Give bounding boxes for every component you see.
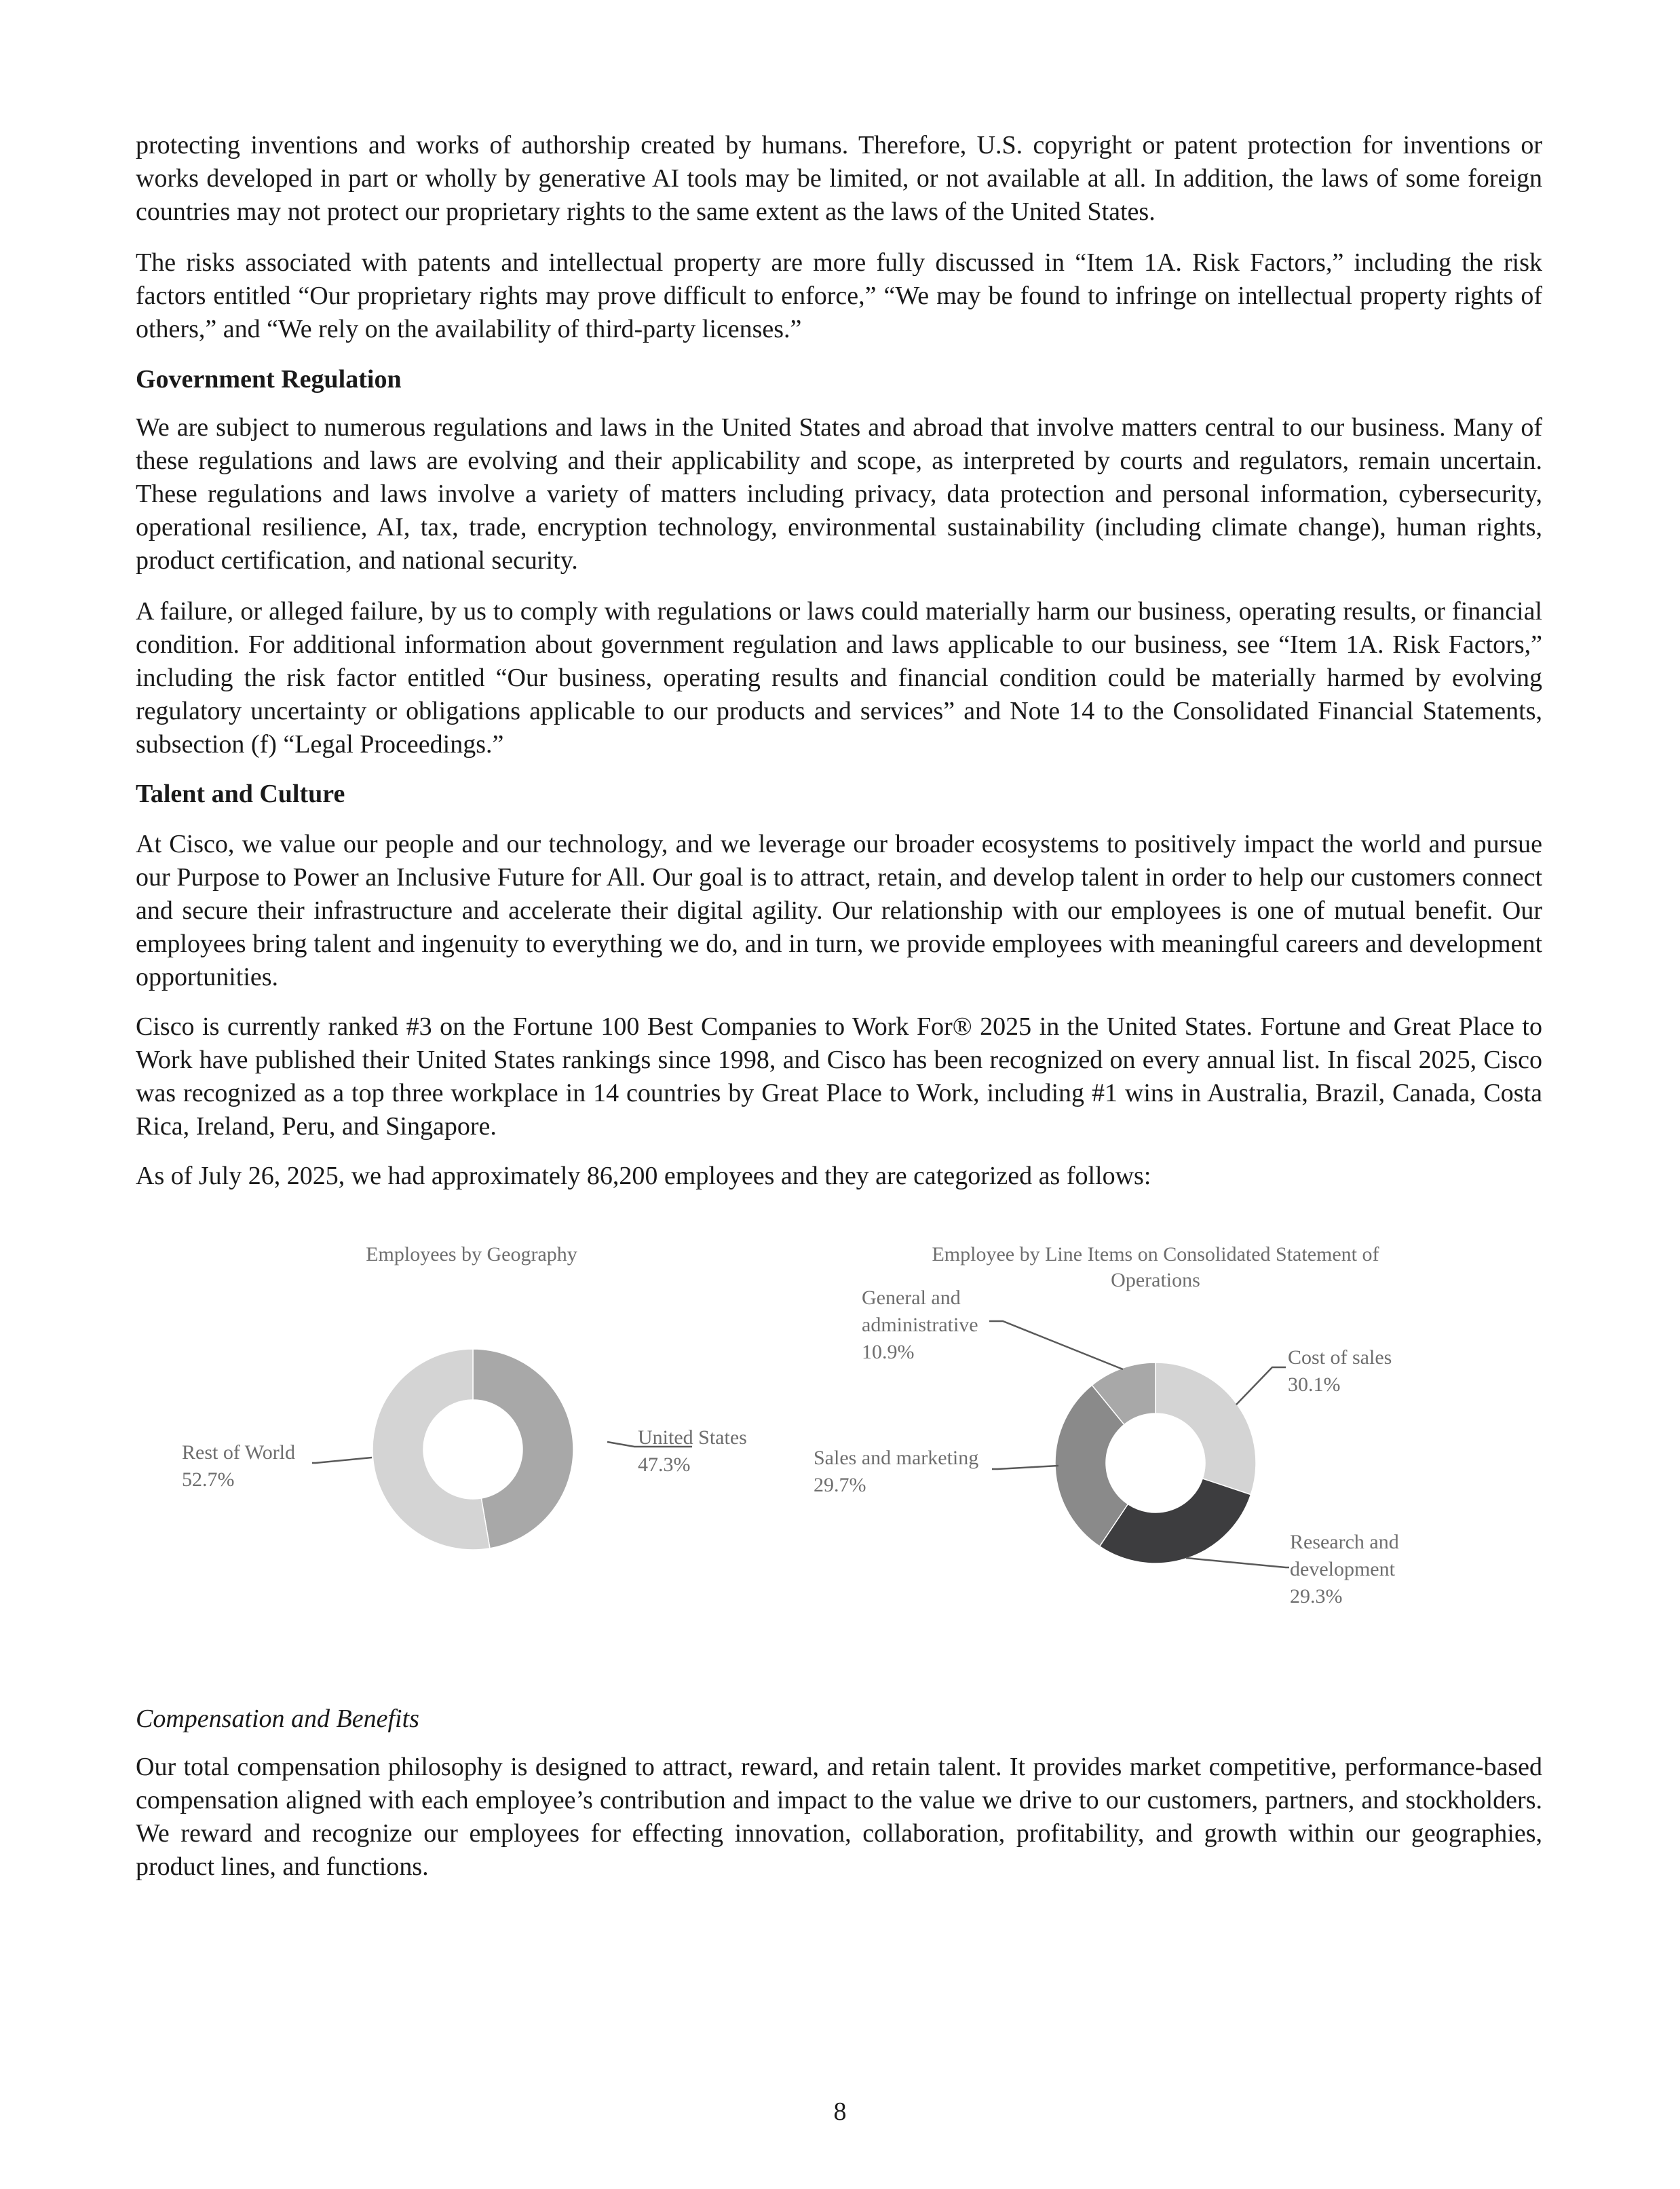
slice-value-label: 47.3%: [638, 1453, 691, 1476]
chart-title-line: Operations: [1111, 1269, 1200, 1291]
slice-label: United States: [638, 1426, 747, 1449]
paragraph-text: At Cisco, we value our people and our technology, and we leverage our broader ecosystems to positively impact the world and pursue our Purpose to Power an Inclusive Future for All. Our goal is to attract, retain, and develop talent in order to help our customers connect and secure their infrastructure and accelerate their digital agility. Our relationship with our employees is one of mutual benefit. Our employees bring talent and ingenuity to everything we do, and in turn, we provide employees with meaningful careers and development opportunities.: [136, 830, 1542, 991]
section-subheading: Compensation and Benefits: [136, 1705, 419, 1733]
paragraph-text: Cisco is currently ranked #3 on the Fortune 100 Best Companies to Work For® 2025 in the United States. Fortune and Great Place to Work have published their United States rankings since 1998, and Cisco has been recognized on every annual list. In fiscal 2025, Cisco was recognized as a top three workplace in 14 countries by Great Place to Work, including #1 wins in Australia, Brazil, Canada, Costa Rica, Ireland, Peru, and Singapore.: [136, 1012, 1542, 1141]
leader-line: [1186, 1558, 1289, 1567]
paragraph-text: protecting inventions and works of authorship created by humans. Therefore, U.S. copyright or patent protection for inventions or works developed in part or wholly by generative AI tools may be limited, or not available at all. In addition, the laws of some foreign countries may not protect our proprietary rights to the same extent as the laws of the United States.: [136, 131, 1542, 226]
slice-value-label: 29.3%: [1290, 1585, 1343, 1607]
paragraph-regulations: [136, 411, 1542, 577]
chart-employees-by-line-item: [814, 1243, 1399, 1607]
slice-label: Cost of sales: [1288, 1346, 1392, 1369]
paragraph-text: As of July 26, 2025, we had approximately 86,200 employees and they are categorized as follows:: [136, 1162, 1151, 1190]
paragraph-employee-count: [136, 1160, 1542, 1193]
chart-employees-by-geography: [182, 1243, 747, 1550]
slice-value-label: 30.1%: [1288, 1373, 1341, 1396]
slice-value-label: 29.7%: [814, 1474, 866, 1496]
heading-government-regulation: [136, 363, 1542, 396]
leader-line: [992, 1466, 1058, 1469]
slice-value-label: 52.7%: [182, 1468, 235, 1491]
paragraph-text: The risks associated with patents and intellectual property are more fully discussed in “Item 1A. Risk Factors,” including the risk factors entitled “Our proprietary rights may prove difficult to enforce,” “We may be found to infringe on intellectual property rights of others,” and “We rely on the availability of third-party licenses.”: [136, 248, 1542, 343]
paragraph-text: A failure, or alleged failure, by us to comply with regulations or laws could materially harm our business, operating results, or financial condition. For additional information about government regulation and laws applicable to our business, see “Item 1A. Risk Factors,” including the risk factor entitled “Our business, operating results and financial condition could be materially harmed by evolving regulatory uncertainty or obligations applicable to our products and services” and Note 14 to the Consolidated Financial Statements, subsection (f) “Legal Proceedings.”: [136, 597, 1542, 759]
section-heading: Government Regulation: [136, 365, 402, 394]
paragraph-ip-protection: [136, 129, 1542, 229]
slice-label: Research and: [1290, 1531, 1399, 1553]
leader-line: [1236, 1367, 1286, 1405]
slice-label: Sales and marketing: [814, 1447, 979, 1469]
paragraph-text: Our total compensation philosophy is designed to attract, reward, and retain talent. It provides market competitive, performance-based compensation aligned with each employee’s contribution and impact to the value we drive to our customers, partners, and stockholders. We reward and recognize our employees for effecting innovation, collaboration, profitability, and growth within our geographies, product lines, and functions.: [136, 1753, 1542, 1881]
leader-line: [312, 1458, 372, 1463]
donut-slice-united-states: [473, 1349, 573, 1548]
leader-line: [989, 1321, 1123, 1369]
page-number: 8: [833, 2097, 847, 2126]
slice-label: General and: [862, 1287, 961, 1309]
paragraph-rankings: [136, 1010, 1542, 1143]
section-heading: Talent and Culture: [136, 780, 345, 808]
employee-charts: [0, 1215, 1680, 1635]
slice-label: development: [1290, 1558, 1395, 1580]
paragraph-compliance: [136, 595, 1542, 761]
paragraph-text: We are subject to numerous regulations and laws in the United States and abroad that involve matters central to our business. Many of these regulations and laws are evolving and their applicability and scope, as interpreted by courts and regulators, remain uncertain. These regulations and laws involve a variety of matters including privacy, data protection and personal information, cybersecurity, operational resilience, AI, tax, trade, encryption technology, environmental sustainability (including climate change), human rights, product certification, and national security.: [136, 413, 1542, 575]
slice-label: administrative: [862, 1314, 978, 1336]
heading-talent-culture: [136, 778, 1542, 811]
slice-label: Rest of World: [182, 1441, 296, 1464]
heading-compensation-benefits: [136, 1702, 1542, 1736]
paragraph-compensation: [136, 1751, 1542, 1884]
paragraph-cisco-people: [136, 828, 1542, 994]
slice-value-label: 10.9%: [862, 1341, 915, 1363]
donut-slice-rest-of-world: [373, 1349, 490, 1550]
donut-slice-cost-of-sales: [1156, 1363, 1256, 1495]
chart-title-line: Employee by Line Items on Consolidated Statement of: [932, 1243, 1379, 1265]
paragraph-ip-risks: [136, 246, 1542, 346]
donut-slice-research-and-development: [1100, 1479, 1251, 1563]
chart-title: Employees by Geography: [366, 1243, 577, 1265]
